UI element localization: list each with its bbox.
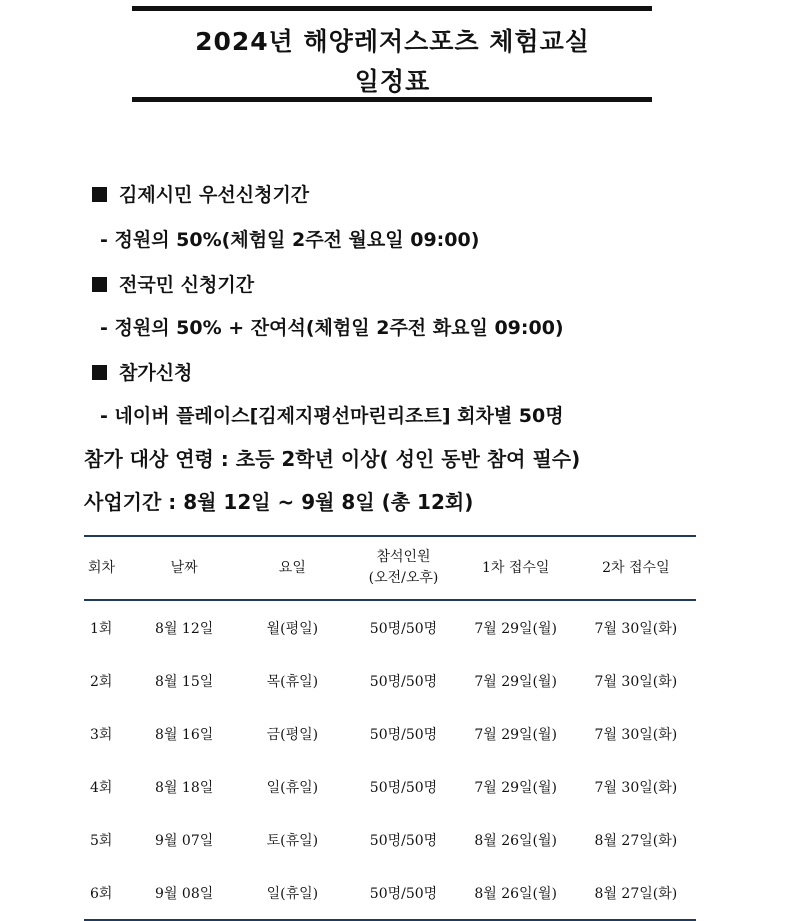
table-row — [84, 654, 696, 707]
cell-attendance: 50명/50명 — [369, 726, 438, 743]
cell-round: 1회 — [90, 620, 113, 637]
cell-date: 8월 12일 — [155, 620, 214, 637]
bottom-rule — [132, 97, 652, 102]
col-header-second-reception: 2차 접수일 — [602, 559, 670, 576]
cell-day: 월(평일) — [266, 620, 319, 637]
cell-date: 9월 08일 — [155, 885, 214, 902]
page-title: 2024년 해양레저스포츠 체험교실 — [195, 27, 590, 56]
cell-day: 토(휴일) — [266, 832, 319, 849]
col-header-date: 날짜 — [170, 559, 198, 576]
cell-second-reception: 8월 27일(화) — [594, 832, 678, 849]
section-heading-apply: 참가신청 — [92, 358, 192, 385]
cell-attendance: 50명/50명 — [369, 620, 438, 637]
col-header-first-reception: 1차 접수일 — [481, 559, 550, 576]
section-detail-national: - 정원의 50% + 잔여석(체험일 2주전 화요일 09:00) — [100, 317, 564, 339]
cell-day: 일(휴일) — [266, 885, 319, 902]
cell-second-reception: 7월 30일(화) — [594, 673, 678, 690]
col-header-attendance — [351, 536, 455, 600]
cell-round: 5회 — [90, 832, 113, 849]
cell-date: 8월 18일 — [155, 779, 214, 796]
page-subtitle: 일정표 — [354, 67, 431, 96]
cell-round: 2회 — [90, 673, 113, 690]
cell-attendance: 50명/50명 — [369, 779, 438, 796]
cell-round: 3회 — [90, 726, 113, 743]
top-rule — [132, 6, 652, 11]
age-notice: 참가 대상 연령 : 초등 2학년 이상( 성인 동반 참여 필수) — [84, 447, 581, 471]
cell-date: 9월 07일 — [155, 832, 214, 849]
cell-first-reception: 8월 26일(월) — [474, 832, 557, 849]
cell-day: 목(휴일) — [266, 673, 319, 690]
cell-day: 일(휴일) — [266, 779, 319, 796]
cell-round: 4회 — [90, 779, 113, 796]
table-row — [84, 707, 696, 760]
cell-attendance: 50명/50명 — [369, 673, 438, 690]
col-header-attendance-line2: (오전/오후) — [368, 570, 439, 586]
schedule-table — [84, 535, 696, 921]
section-detail-apply: - 네이버 플레이스[김제지평선마린리조트] 회차별 50명 — [100, 405, 564, 427]
square-bullet-icon — [92, 187, 107, 202]
program-period: 사업기간 : 8월 12일 ~ 9월 8일 (총 12회) — [84, 490, 474, 514]
cell-day: 금(평일) — [266, 726, 319, 743]
cell-second-reception: 7월 30일(화) — [594, 726, 678, 743]
cell-round: 6회 — [90, 885, 113, 902]
cell-second-reception: 8월 27일(화) — [594, 885, 678, 902]
square-bullet-icon — [92, 277, 107, 292]
cell-attendance: 50명/50명 — [369, 832, 438, 849]
table-row — [84, 866, 696, 920]
square-bullet-icon — [92, 365, 107, 380]
cell-second-reception: 7월 30일(화) — [594, 620, 678, 637]
col-header-attendance-line1: 참석인원 — [376, 549, 431, 565]
section-heading-resident: 김제시민 우선신청기간 — [92, 180, 309, 207]
table-row — [84, 600, 696, 654]
cell-first-reception: 7월 29일(월) — [474, 620, 557, 637]
table-row — [84, 760, 696, 813]
cell-first-reception: 7월 29일(월) — [474, 779, 557, 796]
section-detail-resident: - 정원의 50%(체험일 2주전 월요일 09:00) — [100, 229, 480, 251]
table-header-row — [84, 536, 696, 600]
cell-second-reception: 7월 30일(화) — [594, 779, 678, 796]
col-header-round: 회차 — [88, 559, 116, 576]
cell-first-reception: 8월 26일(월) — [474, 885, 557, 902]
cell-date: 8월 15일 — [155, 673, 214, 690]
cell-date: 8월 16일 — [155, 726, 214, 743]
section-heading-national: 전국민 신청기간 — [92, 270, 254, 297]
cell-first-reception: 7월 29일(월) — [474, 673, 557, 690]
col-header-day: 요일 — [278, 559, 306, 576]
cell-first-reception: 7월 29일(월) — [474, 726, 557, 743]
table-row — [84, 813, 696, 866]
cell-attendance: 50명/50명 — [369, 885, 438, 902]
